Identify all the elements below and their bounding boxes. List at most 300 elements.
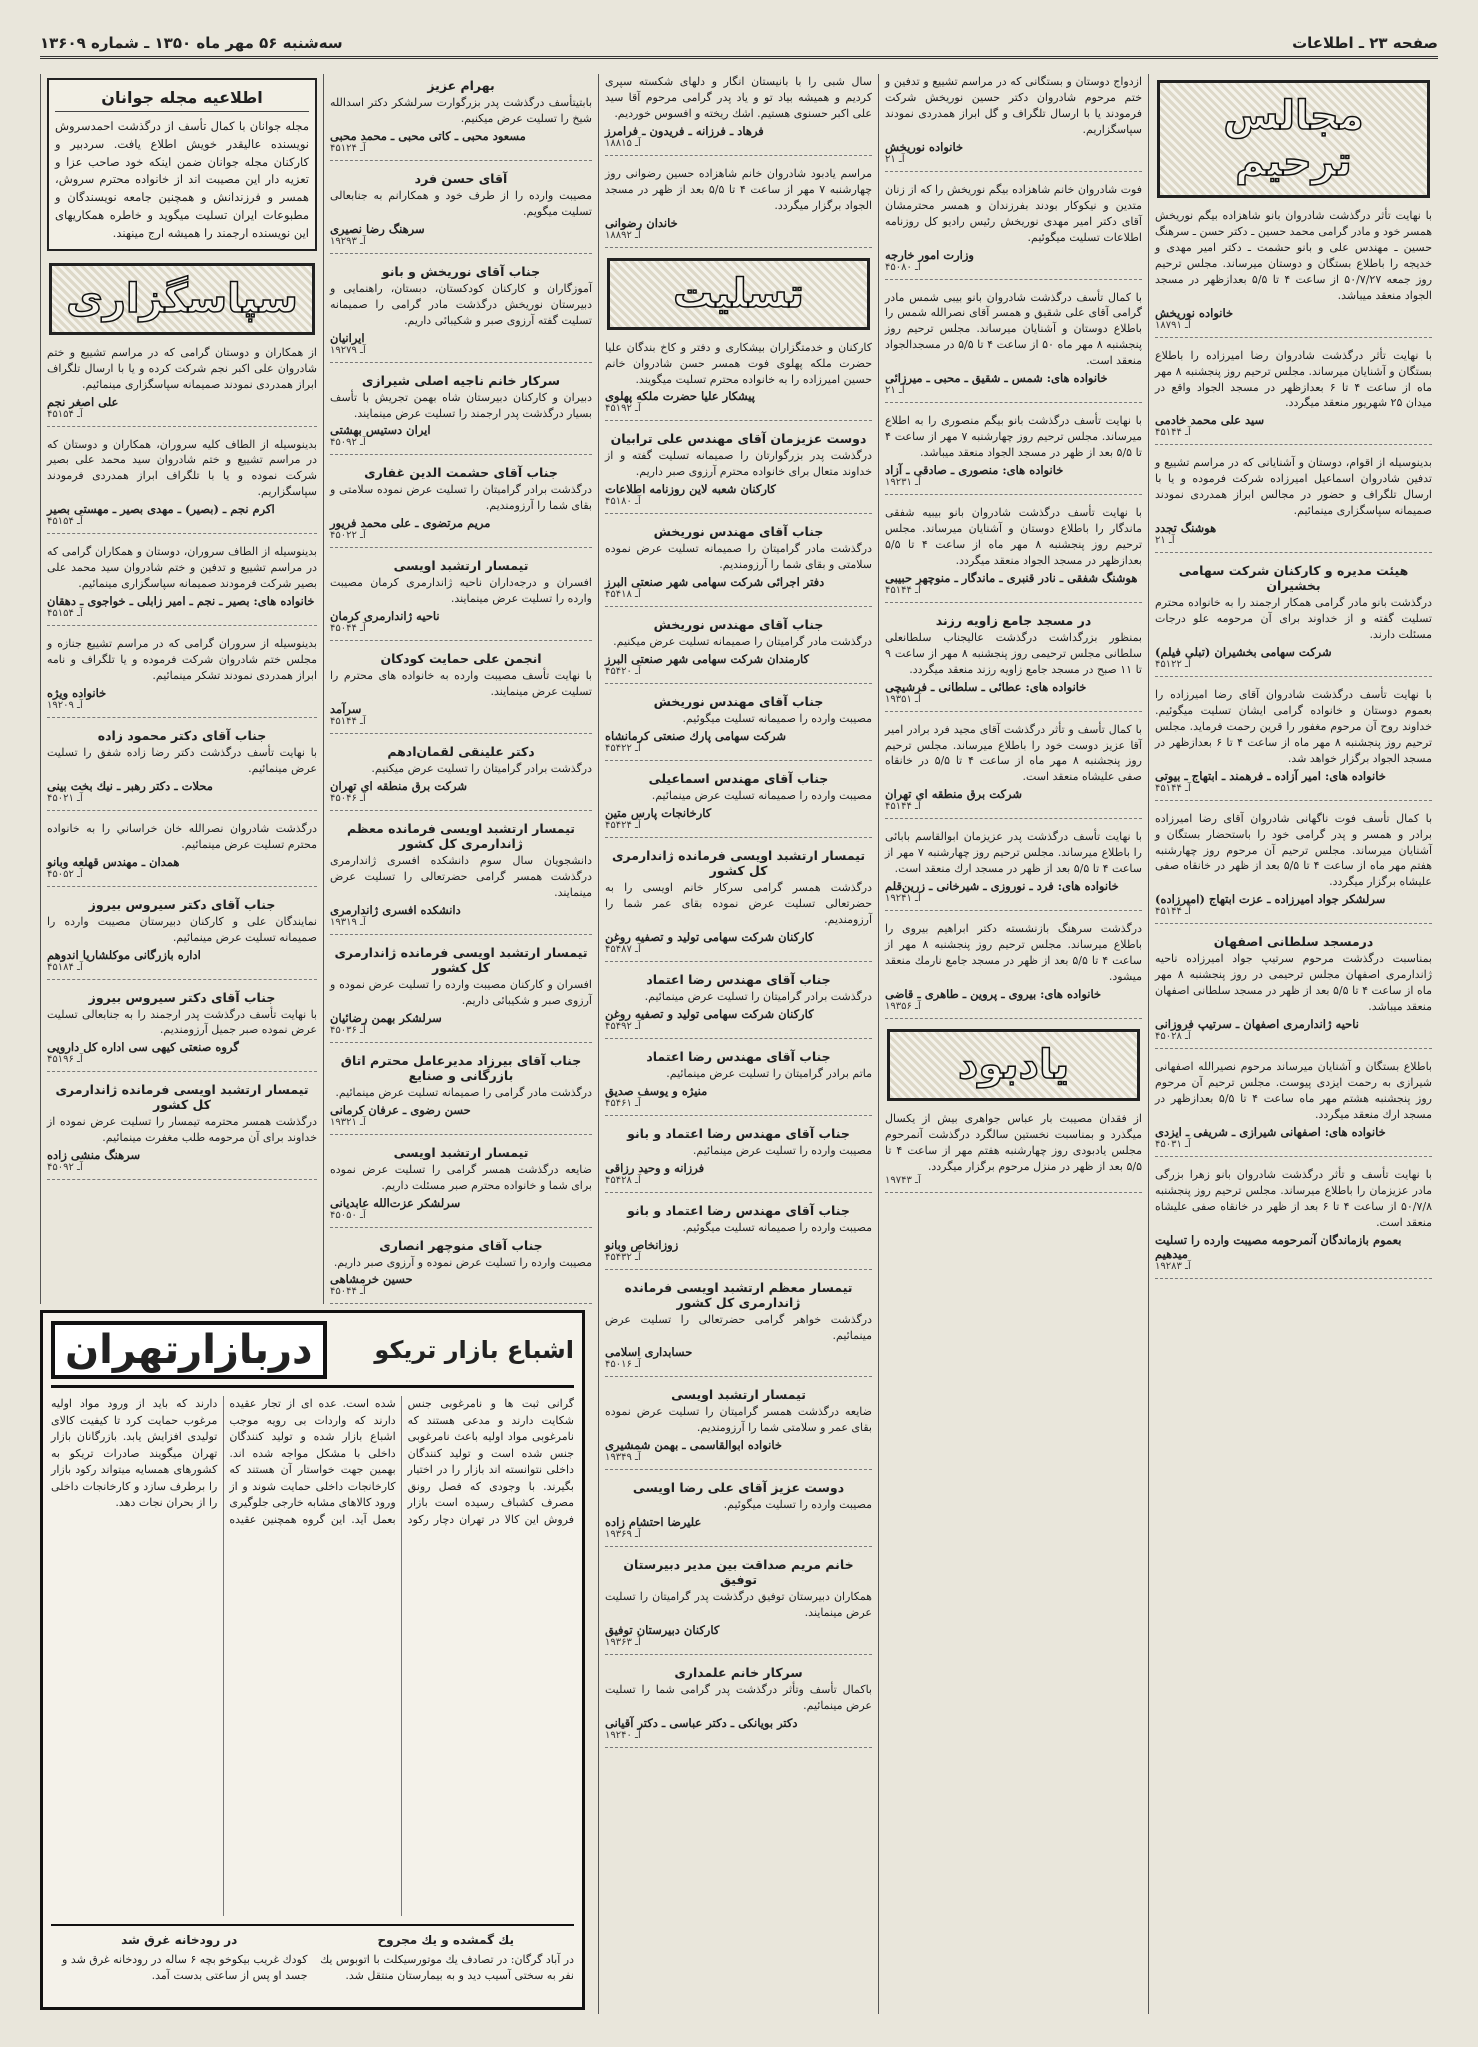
notice-item xyxy=(1155,455,1432,553)
notice-item xyxy=(605,1049,872,1116)
notice-item xyxy=(330,821,592,935)
notice-signature: كاركنان شعبه لاين روزنامه اطلاعات xyxy=(605,482,776,497)
notice-text: مصيبت وارده را صميمانه تسليت ميگوئيم. xyxy=(682,1220,872,1234)
notice-code: آـ ۴۵۰۳۱ xyxy=(1155,1138,1191,1150)
notice-item xyxy=(330,264,592,363)
notice-code: آـ ۱۹۲۴۰ xyxy=(605,1730,641,1741)
notice-title: درمسجد سلطانی اصفهان xyxy=(1213,934,1374,950)
notice-code: آـ ۱۹۳۵۶ xyxy=(885,1000,921,1012)
notice-signature: فرزانه و وحيد رزاقی xyxy=(605,1160,705,1175)
notice-code: آـ ۱۹۲۷۹ xyxy=(330,344,366,356)
notice-item xyxy=(1155,1059,1432,1157)
notice-item xyxy=(885,505,1142,603)
notice-title: تيمسار ارتشبد اويسی فرمانده ژاندارمری كل كشور xyxy=(334,944,588,975)
page-number-label: صفحه ۲۳ ـ اطلاعات xyxy=(1292,34,1438,52)
notice-code: آـ ۲۱ xyxy=(885,385,905,397)
notice-code: آـ ۴۵۰۱۶ xyxy=(605,1359,641,1371)
notice-title: جناب آقای مهندس اسماعيلی xyxy=(648,771,829,787)
notice-signature: ايران دستيس بهشتی xyxy=(330,423,431,438)
notice-item xyxy=(885,921,1142,1019)
notice-signature: مريم مرتضوی ـ علی محمد فريور xyxy=(330,516,491,531)
notice-code: آـ ۱۹۳۲۱ xyxy=(330,1116,366,1128)
notice-item xyxy=(605,1387,872,1470)
notice-title: دوست عزيز آقای علی رضا اويسی xyxy=(632,1480,845,1496)
notice-code: آـ ۴۵۴۱۸ xyxy=(605,589,641,601)
notice-code: آـ ۲۱ xyxy=(885,153,905,165)
notice-text: با نهايت تأسف درگذشت بانو بيگم منصوری را به اطلاع ميرساند. مجلس ترحيم روز چهارشنبه ۷ مهر از ساعت ۴ تا ۵/۵ بعد از ظهر در مسجد الجواد منعقد ميباشد. xyxy=(885,414,1142,460)
notice-code: آـ ۱۹۲۸۳ xyxy=(1155,1260,1191,1272)
notice-code: آـ ۴۵۱۵۴ xyxy=(47,408,83,420)
notice-text: بمنظور بزرگداشت درگذشت عاليجناب سلطانعلی سلطانی مجلس ترحيمی روز پنجشنبه ۸ مهر از ساعت ۹ تا ۱۱ صبح در مسجد جامع زاويه رزند منعقد ميگردد. xyxy=(885,630,1142,676)
notice-item xyxy=(605,1280,872,1378)
notice-item xyxy=(605,617,872,684)
notice-title: بهرام عزيز xyxy=(427,78,495,93)
notice-signature: شركت سهامی پارك صنعتی كرمانشاه xyxy=(605,729,786,744)
notice-text: درگذشت مادر گرامی را صميمانه تسليت عرض مينمائيم. xyxy=(335,1085,592,1099)
notice-signature: فرهاد ـ فرزانه ـ فريدون ـ فرامرز xyxy=(605,123,764,138)
column-tasliat xyxy=(598,74,878,2014)
notice-signature: اكرم نجم ـ (بصير) ـ مهدی بصير ـ مهستی بصير xyxy=(47,502,275,517)
notice-text: درگذشت برادر گراميتان را تسليت عرض مينمائيم. xyxy=(644,989,872,1003)
notice-code: آـ ۴۵۰۵۲ xyxy=(47,868,83,880)
notice-text: بدينوسيله از سروران گرامی كه در مراسم تشييع جنازه و مجلس ختم شادروان شركت فرموده و يا تلگراف و نامه ابراز همدردی نمودند تشكر مينمائيم. xyxy=(47,637,317,682)
notice-signature: خانواده های: امير آزاده ـ فرهمند ـ ابتهاج ـ بيوتی xyxy=(1155,768,1386,783)
notice-code: آـ ۱۹۲۴۱ xyxy=(885,893,921,905)
notice-item xyxy=(1155,1167,1432,1279)
notices-list-3 xyxy=(605,74,872,248)
notice-text: درگذشت مادر گراميتان را صميمانه تسليت عرض ميكنيم. xyxy=(613,635,872,649)
notice-signature: خانواده های: بصير ـ نجم ـ امير زابلی ـ خواجوی ـ دهقان xyxy=(47,594,315,609)
notice-item xyxy=(1155,811,1432,925)
notice-signature: خانواده های: اصفهانی شيرازی ـ شريفی ـ ايزدی xyxy=(1155,1124,1386,1139)
notice-item xyxy=(330,945,592,1043)
bazaar-logo: دربازارتهران xyxy=(51,1321,327,1379)
notice-code: آـ ۴۵۰۲۲ xyxy=(330,530,366,542)
notice-signature: عليرضا احتشام زاده xyxy=(605,1515,702,1530)
notice-item xyxy=(605,1126,872,1193)
notice-text: با نهايت تأثر درگذشت شادروان رضا اميرزاده را باطلاع بستگان و آشنايان ميرساند. مجلس ترحيم روز پنجشنبه ۸ مهر ماه از ساعت ۴ تا ۶ بعدازظهر در مسجد الجواد واقع در ميدان ۲۵ شهريور منعقد ميگردد. xyxy=(1155,348,1432,410)
notice-signature: علی اصغر نجم xyxy=(47,394,119,409)
column-notices-2 xyxy=(878,74,1148,2014)
notice-code: آـ ۴۵۴۶۱ xyxy=(605,1097,641,1109)
notice-code: آـ ۴۵۱۹۲ xyxy=(605,403,641,415)
notice-signature: كارمندان شركت سهامی شهر صنعتی البرز xyxy=(605,652,809,667)
notice-signature: شركت برق منطقه ای تهران xyxy=(885,787,1022,802)
notice-item xyxy=(330,1145,592,1228)
notice-signature: خانواده های: فرد ـ نوروزی ـ شيرخانی ـ زرين‌قلم xyxy=(885,879,1119,894)
notice-code: آـ ۴۵۱۴۴ xyxy=(1155,782,1191,794)
notice-signature: سرآمد xyxy=(330,702,362,717)
notice-code: آـ ۱۸۸۱۵ xyxy=(605,137,641,149)
notice-text: درگذشت برادر گراميتان را تسليت عرض ميكنيم. xyxy=(371,762,592,776)
notice-signature: دفتر اجرائی شركت سهامی شهر صنعتی البرز xyxy=(605,575,825,590)
notice-item xyxy=(605,972,872,1039)
notice-title: تيمسار ارتشبد اويسی xyxy=(393,1144,529,1160)
notice-signature: هوشنگ شفقی ـ نادر قنبری ـ ماندگار ـ منوچهر حبيبی xyxy=(885,570,1138,585)
short-news-text: كودك غريب بيكوخو بچه ۶ ساله در رودخانه غرق شد و جسد او پس از ساعتی بدست آمد. xyxy=(62,1953,308,1983)
notice-title: تيمسار ارتشبد اويسی فرمانده معظم ژاندارمری كل كشور xyxy=(347,821,575,851)
notice-code: آـ ۴۵۰۹۲ xyxy=(47,1162,83,1174)
notice-signature: خانواده های: شمس ـ شقيق ـ محبی ـ ميرزائی xyxy=(885,371,1108,386)
notice-signature: زوزانخاص وبانو xyxy=(605,1237,679,1252)
notice-item xyxy=(47,821,317,887)
notice-text: با نهايت تأسف و تأثر درگذشت شادروان بانو زهرا بزرگی مادر عزيزمان را باطلاع ميرساند. مجلس ترحيم روز پنجشنبه ۵۰/۷/۸ از ساعت ۴ تا ۶ بعد از ظهر در خانقاه صفی عليشاه منعقد است. xyxy=(1155,1167,1432,1229)
notice-text: با نهايت تأسف مصيبت وارده به خانواده های محترم را تسليت عرض مينمايند. xyxy=(330,669,592,699)
notice-title: جناب آقای منوچهر انصاری xyxy=(379,1237,543,1253)
notice-text: افسران و درجه‌داران ناحيه ژاندارمری كرمان مصيبت وارده را تسليت عرض مينمايند. xyxy=(330,576,592,606)
notice-code: آـ ۴۵۰۹۲ xyxy=(330,437,366,449)
notice-text: بدينوسيله از اقوام، دوستان و آشنايانی كه در مراسم تشييع و تدفين شادروان اسماعيل اميرزاده شركت فرموده و يا با ارسال تلگراف و حضور در مجالس ابراز همدردی نمودند صميمانه سپاسگزاری مينمائيم. xyxy=(1155,456,1432,518)
notice-text: افسران و كاركنان مصيبت وارده را تسليت عرض نموده و آرزوی صبر و شكيبائی داريم. xyxy=(330,977,592,1007)
notice-signature: مسعود محبی ـ كاتی محبی ـ محمد محبی xyxy=(330,128,526,143)
notice-title: جناب آقای دكتر سيروس بيروز xyxy=(88,989,276,1005)
notice-item xyxy=(605,431,872,514)
notice-item xyxy=(1155,687,1432,801)
notice-title: هيئت مديره و كاركنان شركت سهامی بخشيران xyxy=(1178,563,1409,594)
notice-signature: خانواده ويژه xyxy=(47,685,107,700)
notice-title: خانم مريم صداقت بين مدير دبيرستان توفيق xyxy=(623,1557,854,1588)
notice-item xyxy=(47,636,317,718)
notice-signature: سرلشكر جواد اميرزاده ـ عزت ابتهاج (اميرزاده) xyxy=(1155,892,1386,907)
notice-title: جناب آقای مهندس رضا اعتماد و بانو xyxy=(627,1125,850,1141)
notice-item xyxy=(885,74,1142,172)
notice-text: با نهايت تأسف درگذشت پدر عزيزمان ابوالقاسم بابائی را باطلاع ميرساند. مجلس ترحيم روز چهارشنبه ۷ مهر از ساعت ۴ تا ۵/۵ بعد از ظهر در مسجد ارك منعقد است. xyxy=(885,830,1142,876)
notice-item xyxy=(885,182,1142,280)
notice-code: آـ ۴۵۱۵۴ xyxy=(47,608,83,620)
notice-text: مصيبت وارده را از طرف خود و همكارانم به جنابعالی تسليت ميگويم. xyxy=(330,188,592,218)
notice-title: جناب آقای حشمت الدين غفاری xyxy=(364,465,558,481)
notice-item xyxy=(605,1203,872,1270)
notice-code: آـ ۴۵۰۲۸ xyxy=(1155,1031,1191,1043)
notice-code: آـ ۲۱ xyxy=(1155,535,1175,547)
notice-signature: شركت برق منطقه ای تهران xyxy=(330,779,467,793)
notice-code: آـ ۴۵۱۴۴ xyxy=(330,716,366,728)
notice-code: آـ ۱۹۳۵۱ xyxy=(885,693,921,705)
notice-text: درگذشت سرهنگ بازنشسته دكتر ابراهيم بيروی را باطلاع ميرساند. مجلس ترحيم روز پنجشنبه ۸ مهر از ساعت ۴ تا ۵/۵ بعد از ظهر در مسجد جامع نارمك منعقد ميشود. xyxy=(885,922,1142,983)
short-news-title: در رودخانه غرق شد xyxy=(121,1933,238,1947)
notice-title: جناب آقای مهندس نوريخش xyxy=(653,694,824,710)
notice-signature: شركت سهامی بخشيران (تبلی فيلم) xyxy=(1155,644,1332,659)
notice-signature: بعموم بازماندگان آنمرحومه مصيبت وارده را تسليت ميدهيم xyxy=(1155,1232,1402,1261)
majales-notices xyxy=(1155,208,1432,1279)
notice-text: سال شبی را با بانيستان انگار و دلهای شكسته سپری كرديم و هميشه بياد تو و ياد پدر گرامی مرحوم آقا سيد علی اكبر حسنوی هستيم. اشك ريخته و افسوس خورديم. xyxy=(605,75,872,120)
notice-signature: خانواده های: بيروی ـ پروين ـ طاهری ـ قاضی xyxy=(885,986,1102,1001)
notice-item xyxy=(605,771,872,838)
notice-text: مصيبت وارده را تسليت عرض مينمائيم. xyxy=(692,1143,872,1157)
notices-list-4 xyxy=(330,78,592,1304)
notice-code: آـ ۴۵۰۲۱ xyxy=(47,792,83,804)
notice-text: همكاران دبيرستان توفيق درگذشت پدر گراميتان را تسليت عرض مينمايند. xyxy=(605,1590,872,1620)
yadbud-text: از فقدان مصيبت بار عباس جواهری بيش از يكسال ميگذرد و بمناسبت نخستين سالگرد درگذشت آنمرحوم مجلس يادبودی روز چهارشنبه هفتم مهر از ساعت ۴ تا ۵/۵ بعد از ظهر در منزل مرحوم برگزار ميگردد. xyxy=(885,1111,1142,1173)
notice-code: آـ ۴۵۱۹۶ xyxy=(47,1054,83,1066)
notice-signature: گروه صنعتی كيهی سی اداره كل دارويی xyxy=(47,1040,239,1055)
article-body: گرانی ثبت ها و نامرغوبی جنس شكايت دارند و مدعی هستند كه نامرغوبی مواد اوليه باعث نامرغوبی جنس شده است و توليد كنندگان داخلی نتوانسته اند بازار را در اختيار بگيرند. با وجودی كه فصل رونق مصرف كشباف رسيده است بازار فروش اين كالا در تهران دچار ركود شده است. عده ای از تجار عقيده دارند كه واردات بی رويه موجب اشباع بازار شده و توليد كنندگان داخلی با مشكل مواجه شده اند. بهمين جهت خواستار آن هستند كه كارخانجات داخلی حمايت شوند و از ورود كالاهای مشابه خارجی جلوگيری بعمل آيد. اين گروه همچنين عقيده دارند كه بايد از ورود مواد اوليه مرغوب حمايت كرد تا كيفيت كالای توليدی افزايش يابد. بازرگانان بازار تهران ميگويند صادرات تريكو به كشورهای همسايه ميتواند ركود بازار را برطرف سازد و كارخانجات داخلی را از بحران نجات دهد. xyxy=(51,1397,574,1526)
notice-text: با نهايت تأثر درگذشت شادروان بانو شاهزاده بيگم نوريخش همسر خود و مادر گرامی محمد حسين ـ دكتر حسن ـ سرهنگ حسين ـ مهندس علی و بانو حشمت ـ دكتر امير مهدی و خديجه را باطلاع بستگان و دوستان ميرساند. مجلس ترحيم روز جمعه ۵۰/۷/۲۷ از ساعت ۴ تا ۵/۵ بعدازظهر در مسجد الجواد منعقد ميباشد. xyxy=(1155,209,1433,302)
notice-code: آـ ۴۵۱۸۰ xyxy=(605,496,641,508)
notice-signature: خانواده های: منصوری ـ صادقی ـ آزاد xyxy=(885,463,1064,477)
notice-text: درگذشت خواهر گرامی حضرتعالی را تسليت عرض مينمائيم. xyxy=(605,1312,872,1342)
notice-item xyxy=(47,437,317,535)
notice-item xyxy=(47,897,317,980)
notice-item xyxy=(605,1480,872,1547)
tasliat-heading: تسليت xyxy=(607,258,870,330)
notice-signature: حسابداری اسلامی xyxy=(605,1345,693,1360)
notice-item xyxy=(605,1665,872,1748)
yadbud-code: آـ ۱۹۷۴۳ xyxy=(885,1174,921,1186)
notice-code: آـ ۱۸۸۹۲ xyxy=(605,229,641,241)
notice-text: درگذشت برادر گراميتان را تسليت عرض نموده سلامتی و بقای شما را آرزومنديم. xyxy=(330,483,592,513)
notice-item xyxy=(330,651,592,734)
notice-text: ضايعه درگذشت همسر گرامی را تسليت عرض نموده برای شما و خانواده محترم صبر مسئلت داريم. xyxy=(330,1162,592,1192)
notice-title: جناب آقای دكتر سيروس بيروز xyxy=(88,896,276,912)
notice-signature: حسين خرمشاهی xyxy=(330,1272,413,1287)
notice-item xyxy=(330,465,592,548)
notice-code: آـ ۱۹۳۴۹ xyxy=(605,1452,641,1464)
notice-text: بمناسبت درگذشت مرحوم سرتيپ جواد اميرزاده ناحيه ژاندارمری اصفهان مجلس ترحيمی در روز پنجشنبه ۸ مهر ماه از ساعت ۴ تا ۵/۵ بعد از ظهر در مسجد سلطانی اصفهان منعقد ميباشد. xyxy=(1155,952,1433,1014)
notice-title: سركار خانم ناجيه اصلی شيرازی xyxy=(361,372,561,388)
notice-signature: محلات ـ دكتر رهبر ـ نيك بخت بينی xyxy=(47,778,213,793)
notice-code: آـ ۴۵۴۲۸ xyxy=(605,1174,641,1186)
notice-item xyxy=(1155,563,1432,677)
notice-item xyxy=(330,373,592,456)
notice-text: دبيران و كاركنان دبيرستان شاه بهمن تجريش با تأسف بسيار درگذشت پدر ارجمند را تسليت عرض مينمايند. xyxy=(330,390,592,420)
notice-text: فوت شادروان خانم شاهزاده بيگم نوريخش را كه از زنان متدين و نيكوكار بودند بفرزندان و همسر محترمشان آقای دكتر امير مهدی نوريخش رئيس راديو كل روزنامه اطلاعات تسليت ميگوئيم. xyxy=(885,182,1142,244)
notice-item xyxy=(330,558,592,641)
notice-text: باكمال تأسف وتأثر درگذشت پدر گرامی شما را تسليت عرض مينمائيم. xyxy=(605,1683,872,1713)
article-header xyxy=(51,1321,574,1388)
notice-item xyxy=(1155,208,1432,338)
notice-code: آـ ۱۹۲۹۳ xyxy=(330,235,366,247)
notice-signature: خانواده ابوالقاسمی ـ بهمن شمشيری xyxy=(605,1438,782,1453)
notice-text: مراسم يادبود شادروان خانم شاهزاده حسين رضوانی روز چهارشنبه ۷ مهر از ساعت ۴ تا ۵/۵ بعد از ظهر در مسجد الجواد برگزار ميگردد. xyxy=(605,166,873,212)
notice-code: آـ ۱۹۲۰۹ xyxy=(47,699,83,711)
notice-item xyxy=(885,290,1142,404)
notice-text: با نهايت تأسف درگذشت پدر ارجمند را به جنابعالی تسليت عرض نموده صبر جميل آرزومنديم. xyxy=(47,1007,317,1037)
notice-code: آـ ۱۸۷۹۱ xyxy=(1155,319,1191,331)
majaleh-notice-box xyxy=(47,78,317,251)
notice-signature: هوشنگ تجدد xyxy=(1155,521,1217,536)
notice-item xyxy=(605,694,872,761)
notice-item xyxy=(605,524,872,607)
notice-code: آـ ۴۵۴۲۲ xyxy=(605,743,641,755)
notice-signature: ناحيه ژاندارمری اصفهان ـ سرتيپ فروزانی xyxy=(1155,1017,1359,1032)
notice-title: جناب آقای مهندس نوريخش xyxy=(653,524,824,540)
issue-date-label: سه‌شنبه ۵۶ مهر ماه ۱۳۵۰ ـ شماره ۱۳۶۰۹ xyxy=(40,34,343,52)
notice-item xyxy=(605,74,872,156)
notice-item xyxy=(330,1238,592,1305)
notice-text: با نهايت تأسف درگذشت شادروان آقای رضا اميرزاده را بعموم دوستان و خانواده گرامی ايشان تسليت ميگوئيم. خداوند روح آن مرحوم مغفور را قرين رحمت فرمايد. مجلس ترحيم روز پنجشنبه ۸ مهر ماه از ساعت ۴ تا ۶ بعدازظهر در مسجد الجواد برگزار خواهد شد. xyxy=(1155,687,1432,765)
notice-title: جناب آقای مهندس رضا اعتماد xyxy=(646,971,831,987)
notice-text: با كمال تأسف و تأثر درگذشت آقای مجيد فرد برادر امير آقا عزيز دوست خود را باطلاع ميرساند. مجلس ترحيم روز پنجشنبه ۸ مهر ماه از ساعت ۴ تا ۵/۵ در خانقاه صفی عليشاه منعقد است. xyxy=(885,722,1142,784)
notice-signature: سرلشكر عزت‌الله عابديانی xyxy=(330,1195,461,1210)
notices-list-2 xyxy=(885,74,1142,1019)
notice-text: درگذشت پدر بزرگوارتان را صميمانه تسليت گفته و از خداوند متعال برای خانواده محترم آرزوی صبر داريم. xyxy=(605,449,872,479)
notice-title: جناب آقای بيرزاد مديرعامل محترم اتاق بازرگانی و صنايع xyxy=(340,1052,582,1083)
notice-signature: خانواده های: عطائی ـ سلطانی ـ فرشيچی xyxy=(885,679,1087,694)
notice-title: جناب آقای دكتر محمود زاده xyxy=(97,727,267,743)
notice-signature: منيژه و يوسف صديق xyxy=(605,1083,708,1098)
notice-code: آـ ۴۵۰۴۶ xyxy=(330,793,366,804)
notice-signature: سرهنگ رضا نصيری xyxy=(330,221,425,236)
notice-text: بدينوسيله از الطاف كليه سروران، همكاران و دوستان كه در مراسم تشييع و ختم شادروان سيد محمد علی بصير شركت نموده و يا با تلگراف ابراز همدردی فرمودند سپاسگزاريم. xyxy=(47,437,317,499)
majaleh-notice-text: مجله جوانان با كمال تأسف از درگذشت احمدسروش نويسنده عاليقدر خويش اطلاع يافت. سردبير و كاركنان مجله جوانان ضمن اينكه خود صاحب عزا و تعزيه دار اين مصيبت اند از خانواده محترم سروش، همسر و فرزندانش و همچنين جامعه نويسندگان و مطبوعات ايران تسليت ميگويد و خاطره همكاريهای اين نويسنده ارجمند را هميشه ارج مينهند. xyxy=(55,119,309,240)
notice-title: تيمسار ارتشبد اويسی xyxy=(671,1387,806,1403)
sepas-notices xyxy=(47,345,317,1181)
notice-signature: اداره بازرگانی موكلشاريا اندوهم xyxy=(47,947,201,962)
notice-text: باطلاع بستگان و آشنايان ميرساند مرحوم نصيرالله اصفهانی شيرازی به رحمت ايزدی پيوست. مجلس ترحيم آن مرحوم روز پنجشنبه هشتم مهر ماه ساعت ۴ تا ۵/۵ بعدازظهر در مسجد ارك منعقد ميگردد. xyxy=(1155,1060,1432,1121)
notice-signature: خانواده نوريخش xyxy=(1155,305,1234,320)
notice-text: با نهايت تأسف درگذشت دكتر رضا زاده شفق را تسليت عرض مينمائيم. xyxy=(47,745,317,775)
notice-text: با كمال تأسف درگذشت شادروان بانو بيبی شمس مادر گرامی آقای علی شقيق و همسر آقای نصرالله شمس را باطلاع دوستان و آشنايان ميرساند. مجلس ترحيم روز پنجشنبه ۸ مهر ماه ۵۰ از ساعت ۴ تا ۵/۵ در مسجدالجواد منعقد است. xyxy=(885,290,1143,368)
yadbud-heading: يادبود xyxy=(887,1029,1140,1101)
notice-item xyxy=(330,1053,592,1135)
notice-item xyxy=(885,413,1142,495)
notice-signature: سرلشكر بهمن رضائيان xyxy=(330,1010,442,1025)
notice-item xyxy=(1155,348,1432,446)
notice-item xyxy=(47,544,317,626)
notice-text: با نهايت تأسف درگذشت شادروان بانو بيبيه شفقی ماندگار را باطلاع دوستان و آشنايان ميرساند. مجلس ترحيم روز پنجشنبه ۸ مهر ماه از ساعت ۴ تا ۵/۵ بعدازظهر در مسجد الجواد منعقد ميگردد. xyxy=(885,506,1143,567)
majaleh-notice-title: اطلاعيه مجله جوانان xyxy=(55,88,309,112)
notice-signature: كاركنان شركت سهامی توليد و تصفيه روغن xyxy=(605,929,814,944)
notice-title: آقای حسن فرد xyxy=(414,170,508,186)
notice-title: تيمسار ارتشبد اويسی فرمانده ژاندارمری كل كشور xyxy=(55,1082,309,1113)
notice-title: در مسجد جامع زاويه رزند xyxy=(935,612,1092,628)
notice-title: سركار خانم علمداری xyxy=(674,1665,803,1681)
notice-text: مصيبت وارده را صميمانه تسليت عرض مينمائيم. xyxy=(651,789,872,803)
notice-code: آـ ۴۵۱۴۴ xyxy=(1155,427,1191,439)
notice-text: درگذشت همسر گرامی سركار خانم اويسی را به حضرتعالی تسليت عرض نموده بقای عمر شما را آرزومنديم. xyxy=(605,881,872,926)
notice-item xyxy=(605,166,872,248)
column-notices-4 xyxy=(323,74,598,1304)
notice-title: تيمسار ارتشبد اويسی فرمانده ژاندارمری كل كشور xyxy=(611,848,866,878)
notice-code: آـ ۴۵۴۲۴ xyxy=(605,820,641,831)
notice-signature: سيد علی محمد خادمی xyxy=(1155,413,1265,428)
masthead xyxy=(40,30,1438,59)
notice-text: مصيبت وارده را تسليت عرض نموده و آرزوی صبر داريم. xyxy=(333,1255,592,1269)
notice-signature: كارخانجات پارس متين xyxy=(605,806,712,820)
notice-text: آموزگاران و كاركنان كودكستان، دبستان، راهنمايی و دبيرستان نوريخش درگذشت مادر گرامی را صميمانه تسليت گفته آرزوی صبر و شكيبائی داريم. xyxy=(330,281,592,327)
notice-code: آـ ۱۹۳۶۳ xyxy=(605,1637,641,1649)
notice-code: آـ ۱۹۳۶۹ xyxy=(605,1529,641,1541)
short-news xyxy=(51,1924,574,1984)
notice-text: مصيبت وارده را صميمانه تسليت ميگوئيم. xyxy=(682,712,872,726)
notice-text: با كمال تأسف فوت ناگهانی شادروان آقای رضا اميرزاده برادر و همسر و پدر گرامی خود را باستحضار بستگان و آشنايان ميرساند. مجلس ترحيم آن مرحوم روز چهارشنبه هفتم مهر ماه از ساعت ۴ تا ۵/۵ بعد از ظهر در خانقاه صفی عليشاه برگزار ميگردد. xyxy=(1155,811,1433,889)
notice-item xyxy=(605,1557,872,1655)
notice-text: كاركنان و خدمتگزاران بيشكاری و دفتر و كاخ بندگان عليا حضرت ملكه پهلوی فوت همسر حسن شادروان خانم حسين اميرزاده را به خانواده محترم تسليت ميگويند. xyxy=(605,340,872,386)
notice-title: جناب آقای مهندس رضا اعتماد xyxy=(646,1048,831,1064)
notice-signature: سرهنگ منشی زاده xyxy=(47,1148,141,1163)
notice-text: از همكاران و دوستان گرامی كه در مراسم تشييع و ختم شادروان علی اكبر نجم شركت كرده و يا با ارسال تلگراف ابراز همدردی نمودند صميمانه سپاسگزاری مينمائيم. xyxy=(47,345,317,391)
notice-title: انجمن علی حمايت كودكان xyxy=(380,651,542,667)
notice-code: آـ ۴۵۱۴۴ xyxy=(1155,906,1191,918)
notice-item xyxy=(330,744,592,811)
column-sepas xyxy=(40,74,323,1304)
notice-signature: ناحيه ژاندارمری كرمان xyxy=(330,609,440,624)
notice-item xyxy=(885,829,1142,911)
notice-item xyxy=(47,990,317,1073)
notice-item xyxy=(47,728,317,811)
short-news-text: در آباد گرگان: در تصادف يك موتورسيكلت با اتوبوس يك نفر به سختی آسيب ديد و به بيمارستان منتقل شد. xyxy=(320,1953,574,1983)
notice-code: آـ ۴۵۰۴۴ xyxy=(330,623,366,635)
notice-text: بدينوسيله از الطاف سروران، دوستان و همكاران گرامی كه در مراسم تشييع و تدفين و ختم شادروان سيد محمد علی بصير شركت فرمودند صميمانه سپاسگزاری مينمائيم. xyxy=(47,545,317,591)
yadbud-notice xyxy=(885,1111,1142,1193)
column-majales xyxy=(1148,74,1438,2014)
notice-title: دكتر علينقی لقمان‌ادهم xyxy=(387,744,535,760)
notice-text: درگذشت بانو مادر گرامی همكار ارجمند را به خانواده محترم تسليت گفته و از خداوند برای آن مرحومه علو درجات مسئلت دارند. xyxy=(1155,596,1432,641)
notice-text: دانشجويان سال سوم دانشكده افسری ژاندارمری درگذشت همسر گرامی حضرتعالی را تسليت عرض مينمايند. xyxy=(330,854,592,899)
notice-signature: حسن رضوی ـ عرفان كرمانی xyxy=(330,1102,471,1117)
majales-heading: مجالس ترحيم xyxy=(1157,80,1430,198)
article-title: اشباع بازار تريكو xyxy=(374,1336,574,1364)
notice-signature: خانواده نوريخش xyxy=(885,139,964,154)
notice-signature: ايرانيان xyxy=(330,330,365,345)
notice-item xyxy=(47,345,317,427)
notice-item xyxy=(885,613,1142,712)
notice-code: آـ ۱۹۲۳۱ xyxy=(885,477,921,488)
notice-title: تيمسار معظم ارتشبد اويسی فرمانده ژاندارمری كل كشور xyxy=(624,1279,853,1310)
notice-code: آـ ۴۵۱۵۴ xyxy=(47,516,83,528)
notice-item xyxy=(605,340,872,422)
notice-code: آـ ۴۵۰۸۰ xyxy=(885,261,921,273)
notice-text: مصيبت وارده را تسليت ميگوئيم. xyxy=(723,1498,872,1512)
notice-title: جناب آقای مهندس نوريخش xyxy=(653,617,824,633)
notice-item xyxy=(47,1082,317,1180)
short-news-title: يك گمشده و يك مجروح xyxy=(377,1933,514,1947)
bazaar-article-box xyxy=(40,1310,585,2010)
notice-title: جناب آقای نوريخش و بانو xyxy=(381,263,541,279)
notice-signature: دكتر بويانكی ـ دكتر عباسی ـ دكتر آقيانی xyxy=(605,1716,798,1730)
short-news-item-2 xyxy=(51,1932,308,1984)
notice-text: ضايعه درگذشت همسر گراميتان را تسليت عرض نموده بقای عمر و سلامتی شما را آرزومنديم. xyxy=(605,1405,872,1435)
notice-title: تيمسار ارتشبد اويسی xyxy=(393,558,529,574)
notice-code: آـ ۴۵۴۲۰ xyxy=(605,666,641,678)
notice-code: آـ ۴۵۰۵۰ xyxy=(330,1209,366,1221)
sepas-heading: سپاسگزاری xyxy=(49,263,315,335)
notice-text: ماتم برادر گراميتان را تسليت عرض مينمائيم. xyxy=(666,1066,872,1080)
notice-code: آـ ۴۵۱۸۴ xyxy=(47,961,83,973)
notice-signature: دانشكده افسری ژاندارمری xyxy=(330,902,461,917)
notice-code: آـ ۴۵۱۲۲ xyxy=(1155,658,1191,670)
notice-code: آـ ۴۵۱۴۴ xyxy=(885,584,921,596)
notice-signature: پيشكار عليا حضرت ملكه پهلوی xyxy=(605,389,755,404)
notice-text: نمايندگان علی و كاركنان دبيرستان مصيبت وارده را صميمانه تسليت عرض مينمائيم. xyxy=(47,914,317,944)
notice-title: دوست عزيزمان آقای مهندس علی ترابيان xyxy=(610,431,867,447)
notice-code: آـ ۱۹۳۱۹ xyxy=(330,916,366,928)
short-news-item-1 xyxy=(318,1932,575,1984)
notice-code: آـ ۴۵۰۳۶ xyxy=(330,1024,366,1036)
notice-code: آـ ۴۵۱۴۴ xyxy=(885,801,921,813)
notice-code: آـ ۴۵۴۹۲ xyxy=(605,1020,641,1032)
notice-item xyxy=(1155,934,1432,1049)
notice-text: درگذشت همسر محترمه تيمسار را تسليت عرض نموده از خداوند برای آن مرحومه طلب مغفرت مينمائيم. xyxy=(47,1115,317,1145)
notice-signature: كاركنان شركت سهامی توليد و تصفيه روغن xyxy=(605,1006,814,1021)
notice-text: درگذشت شادروان نصرالله خان خراساني را به خانواده محترم تسليت عرض مينمائيم. xyxy=(47,821,317,851)
tasliat-notices xyxy=(605,340,872,1748)
notice-signature: همدان ـ مهندس قهلعه وبانو xyxy=(47,854,180,869)
notice-signature: كاركنان دبيرستان توفيق xyxy=(605,1623,720,1638)
notice-signature: خاندان رضوانی xyxy=(605,215,678,230)
notice-code: آـ ۴۵۴۳۲ xyxy=(605,1251,641,1263)
notice-code: آـ ۴۵۰۴۴ xyxy=(330,1286,366,1298)
notice-item xyxy=(330,78,592,161)
notice-code: آـ ۴۵۴۸۷ xyxy=(605,943,641,955)
notice-item xyxy=(330,171,592,254)
notice-signature: وزارت امور خارجه xyxy=(885,247,974,262)
notice-item xyxy=(885,722,1142,820)
notice-item xyxy=(605,848,872,962)
notice-text: ازدواج دوستان و بستگانی كه در مراسم تشييع و تدفين و ختم مرحوم شادروان دكتر حسين نوريخش شركت فرمودند يا با ارسال تلگراف و گل ابراز همدردی نمودند سپاسگزاريم. xyxy=(885,75,1142,136)
notice-title: جناب آقای مهندس رضا اعتماد و بانو xyxy=(627,1202,850,1218)
